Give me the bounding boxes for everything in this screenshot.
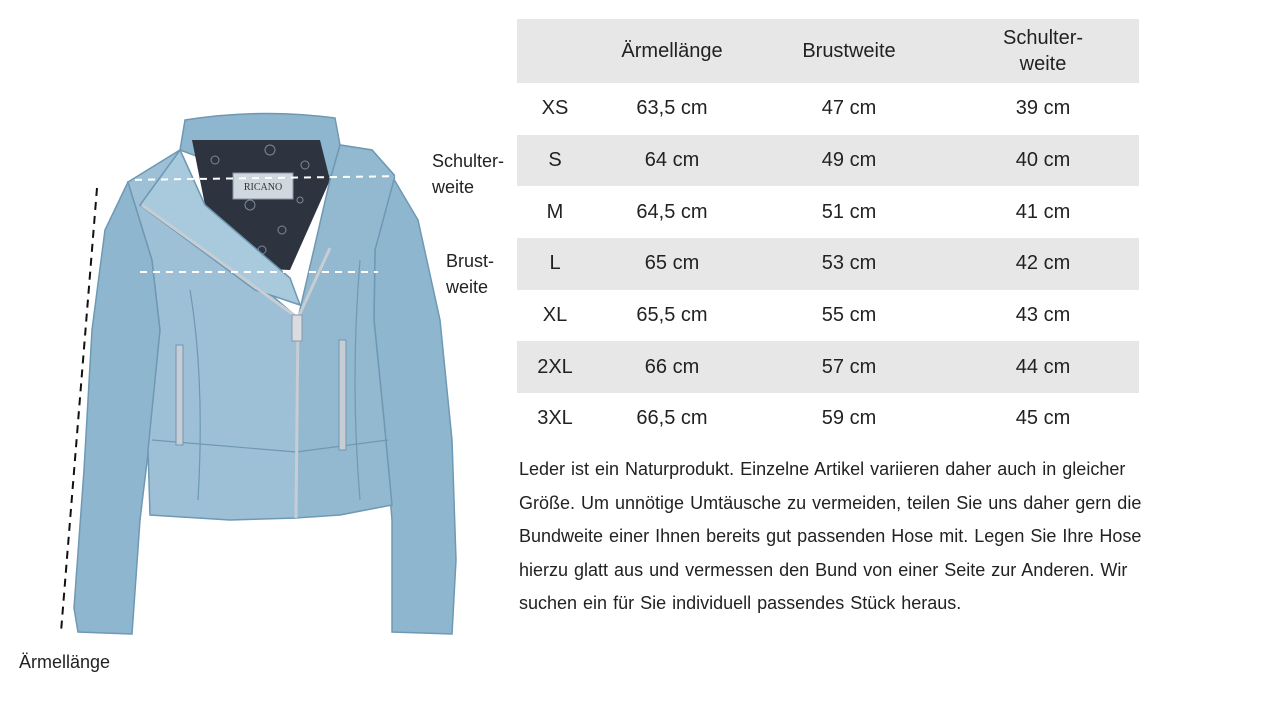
shoulder-cell: 43 cm [1015, 304, 1071, 327]
chest-cell: 49 cm [821, 149, 877, 172]
chest-cell: 57 cm [821, 355, 877, 378]
table-row [517, 186, 1139, 238]
chest-cell: 53 cm [821, 252, 877, 275]
product-image [0, 0, 520, 720]
sleeve-cell: 64 cm [644, 149, 700, 172]
size-cell: 2XL [537, 355, 573, 378]
chest-cell: 55 cm [821, 304, 877, 327]
jacket-illustration [0, 0, 520, 720]
size-cell: XL [542, 304, 568, 327]
table-row [517, 83, 1139, 135]
size-cell: XS [541, 97, 569, 120]
size-cell: S [548, 149, 562, 172]
shoulder-cell: 40 cm [1015, 149, 1071, 172]
shoulder-label-line2: weite [432, 177, 475, 197]
jacket-sleeve-right [374, 176, 456, 634]
jacket-pocket-left [176, 345, 183, 445]
table-row [517, 341, 1139, 393]
header-shoulder-width [947, 19, 1139, 83]
sleeve-cell: 66 cm [644, 355, 700, 378]
shoulder-cell: 42 cm [1015, 252, 1071, 275]
size-cell: L [549, 252, 561, 275]
chest-label-line1: Brust- [446, 251, 495, 271]
brand-tag-text: RICANO [243, 182, 283, 193]
table-row [517, 393, 1139, 445]
sleeve-cell: 65,5 cm [636, 304, 708, 327]
chest-cell: 51 cm [821, 200, 877, 223]
shoulder-width-label [432, 148, 504, 200]
shoulder-cell: 41 cm [1015, 200, 1071, 223]
sleeve-cell: 66,5 cm [636, 407, 708, 430]
table-header-row [517, 19, 1139, 83]
shoulder-cell: 39 cm [1015, 97, 1071, 120]
shoulder-cell: 45 cm [1015, 407, 1071, 430]
header-size [517, 19, 593, 83]
size-table [517, 19, 1139, 445]
chest-label-line2: weite [446, 277, 489, 297]
size-cell: 3XL [537, 407, 573, 430]
header-shoulder-line1: Schulter- [1002, 27, 1084, 49]
header-shoulder-line2: weite [1019, 53, 1067, 75]
size-cell: M [546, 200, 564, 223]
sleeve-length-label: Ärmellänge [19, 652, 111, 672]
sleeve-cell: 64,5 cm [636, 200, 708, 223]
table-row [517, 290, 1139, 342]
shoulder-label-line1: Schulter- [432, 151, 505, 171]
header-sleeve-length: Ärmellänge [621, 40, 723, 62]
table-row [517, 135, 1139, 187]
sleeve-cell: 65 cm [644, 252, 700, 275]
chest-cell: 59 cm [821, 407, 877, 430]
sleeve-cell: 63,5 cm [636, 97, 708, 120]
jacket-sleeve-left [74, 182, 160, 634]
leather-note: Leder ist ein Naturprodukt. Einzelne Artikel variieren daher auch in gleicher Größe. Um unnötige Umtäusche zu vermeiden, teilen Sie uns daher gern die Bundweite einer Ihnen bereits gut passenden Hose mit. Legen Sie Ihre Hose hierzu glatt aus und vermessen den Bund von einer Seite zur Anderen. Wir suchen ein für Sie individuell passendes Stück heraus. [519, 459, 1142, 613]
header-chest-width: Brustweite [802, 40, 896, 62]
chest-width-label [446, 248, 494, 300]
shoulder-cell: 44 cm [1015, 355, 1071, 378]
table-row [517, 238, 1139, 290]
chest-cell: 47 cm [821, 97, 877, 120]
jacket-pocket-right [339, 340, 346, 450]
